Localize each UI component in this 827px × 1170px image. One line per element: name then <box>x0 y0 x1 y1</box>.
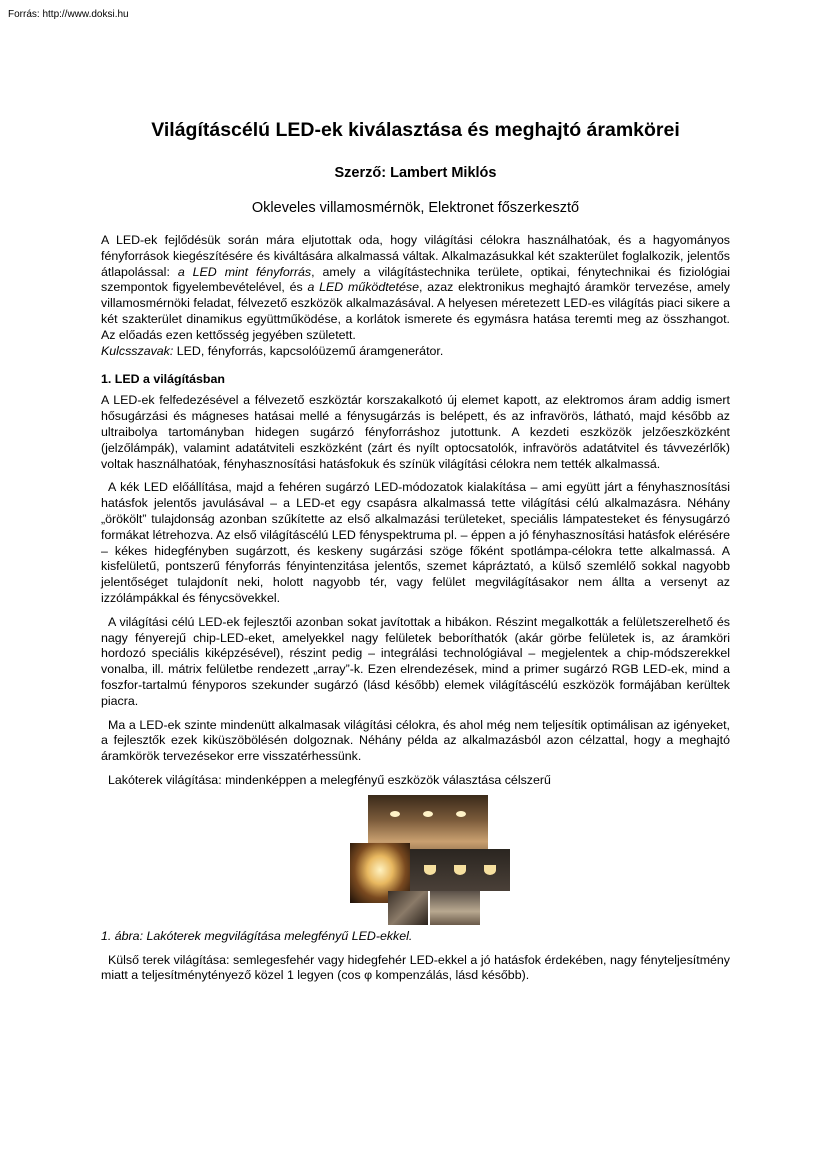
abstract-emphasis-1: a LED mint fényforrás <box>177 264 312 279</box>
keywords-line <box>101 344 730 360</box>
figure-1-photo-collage <box>350 795 510 925</box>
source-line: Forrás: http://www.doksi.hu <box>8 9 129 20</box>
room-photo-2 <box>430 891 480 925</box>
body-paragraph-1: A LED-ek felfedezésével a félvezető eszköztár korszakalkotó új elemet kapott, az elektromos áram addig ismert hősugárzási és mágneses hatásai mellé a fénysugárzás is belépett, és az infravörös, látható, majd később az ultraibolya tartományban hidegen sugárzó fényforráshoz jutottunk. A kezdeti eszközök jelzőeszközként (jelzőlámpák), valamint adatátviteli eszközként (zárt és nyílt optocsatolók, infravörös adatátvitel és távvezérlők) voltak használhatóak, fényhasznosítási hatásfokuk és színük világítási célokra nem tették alkalmassá. <box>101 393 730 471</box>
indoor-lighting-line: Lakóterek világítása: mindenképpen a melegfényű eszközök választása célszerű <box>108 772 551 787</box>
body-paragraph-4: Ma a LED-ek szinte mindenütt alkalmasak világítási célokra, és ahol még nem teljesítik optimálisan az igényeket, a fejlesztők ezek kiküszöbölésén dolgoznak. Néhány példa az alkalmazásból azon célzattal, hogy a meghajtó áramkörök tervezésekor erre visszatérhessünk. <box>101 717 730 764</box>
abstract-text-1: A LED-ek fejlődésük során mára eljutottak oda, hogy világítási célokra használhatóak, és a hagyományos fényforrások kiegészítésére és kiváltására alkalmassá váltak. Alkalmazásukkal két szakterület foglalkozik, jelentős átlapolással: <box>101 233 730 279</box>
body-paragraph-2: A kék LED előállítása, majd a fehéren sugárzó LED-módozatok kialakítása – ami együtt járt a fényhasznosítási hatásfok jelentős javulásával – a LED-et egy csapásra alkalmassá tette világítási célú alkalmazásra. Néhány „örökölt” tulajdonság azonban szűkítette az első alkalmazási területeket, speciális lámpatesteket és fénysugárzó formákat létrehozva. Az első világításcélú LED fényspektruma pl. – éppen a jó fényhasznosítási hatásfok elérésére – kékes hidegfényben sugárzott, és keskeny sugárzási szöge főként spotlámpa-célokra tette alkalmassá. A kisfelületű, pontszerű fényforrás fényintenzitása jelentős, szemet kápráztató, a külső szemlélő sokkal nagyobb jelentőséget tulajdonít neki, holott nagyobb tér, vagy felület megvilágításakor nem állta a versenyt az izzólámpákkal és fénycsövekkel. <box>101 480 730 605</box>
body-paragraph-3: A világítási célú LED-ek fejlesztői azonban sokat javítottak a hibákon. Részint megalkották a felületszerelhető és nagy fényerejű chip-LED-eket, amelyekkel nagy felületek beboríthatók (akár görbe felületek is, az áramköri hordozó speciális kiképzésével), részint pedig – integrálási technológiával – megjelentek a chip-módszerekkel vonalba, ill. mátrix felületbe rendezett „array”-k. Ezen elrendezések, mind a primer sugárzó RGB LED-ek, mind a foszfor-tartalmú fényporos szekunder sugárzó (lásd később) elemek világításcélú eszközök formájában kerültek piacra. <box>101 614 730 708</box>
abstract-paragraph <box>101 233 730 344</box>
abstract-text-3: , azaz elektronikus meghajtó áramkör tervezése, amely villamosmérnöki feladat, félvezető eszközök alkalmazásával. A helyesen méretezett LED-es világítás piaci sikere a két szakterület dinamikus együttműködése, a korlátok ismerete és egymásra hatása teremti meg az összhangot. Az előadás ezen kettősség jegyében született. <box>101 280 730 342</box>
figure-caption: 1. ábra: Lakóterek megvilágítása melegfényű LED-ekkel. <box>101 928 413 943</box>
chandelier-photo <box>410 849 510 891</box>
room-photo-1 <box>388 891 428 925</box>
abstract-text-2: , amely a világítástechnika területe, optikai, fénytechnikai és fiziológiai szempontok figyelembevételével, és <box>101 264 731 295</box>
keywords-label: Kulcsszavak: <box>101 343 174 358</box>
section-heading: 1. LED a világításban <box>101 372 225 387</box>
outdoor-lighting-paragraph: Külső terek világítása: semlegesfehér vagy hidegfehér LED-ekkel a jó hatásfok érdekében, nagy fényteljesítmény miatt a teljesítménytényező közel 1 legyen (cos φ kompenzálás, lásd később). <box>101 952 730 983</box>
keywords-text: LED, fényforrás, kapcsolóüzemű áramgenerátor. <box>173 343 444 358</box>
abstract-emphasis-2: a LED működtetése <box>307 280 419 295</box>
author-line: Szerző: Lambert Miklós <box>334 165 497 181</box>
affiliation-line: Okleveles villamosmérnök, Elektronet főszerkesztő <box>251 200 580 216</box>
document-title: Világításcélú LED-ek kiválasztása és meghajtó áramkörei <box>151 119 680 141</box>
document-body <box>101 233 730 984</box>
